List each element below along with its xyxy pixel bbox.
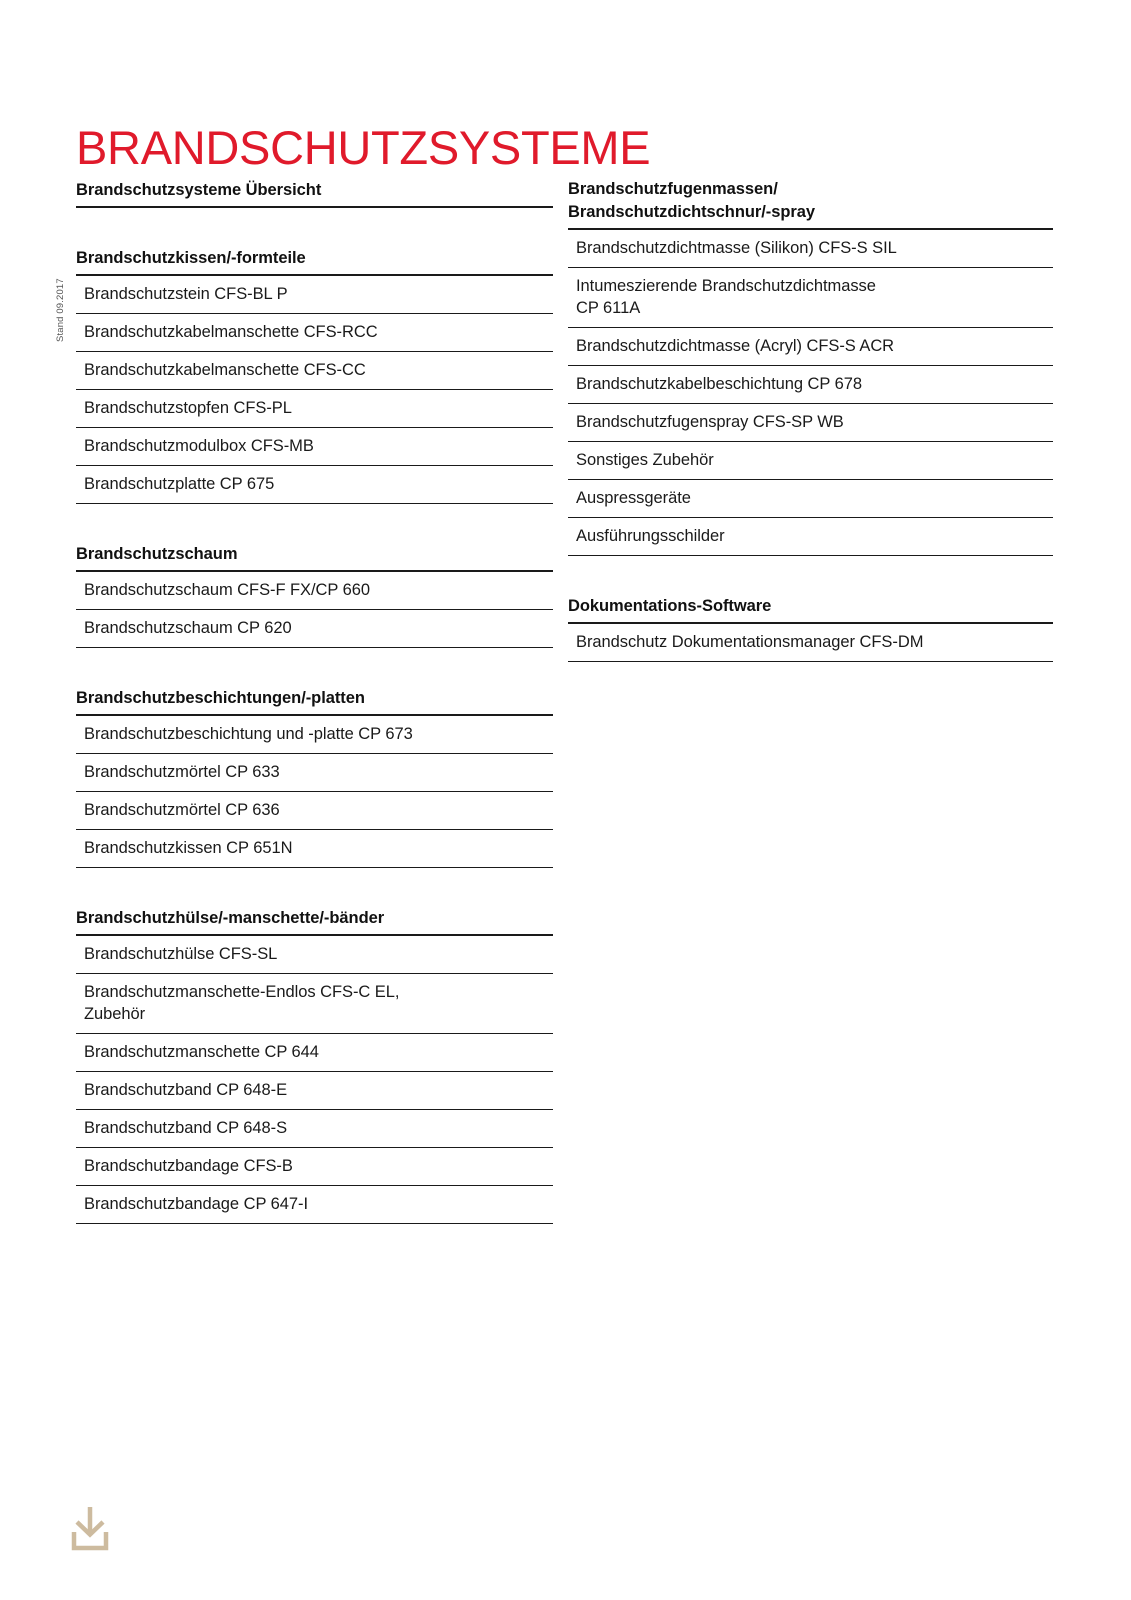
- list-item-label: Brandschutzdichtmasse (Acryl) CFS-S ACR: [576, 337, 895, 355]
- list-item[interactable]: [568, 230, 1053, 268]
- section-heading: [568, 178, 1053, 230]
- section: [568, 178, 1053, 556]
- list-item-label: Brandschutzband CP 648-E: [84, 1081, 288, 1099]
- left-column: [76, 178, 553, 1224]
- list-item-label: Brandschutzmörtel CP 633: [84, 763, 280, 781]
- list-item-label: Brandschutzbeschichtung und -platte CP 673: [84, 725, 413, 743]
- section: [76, 686, 553, 868]
- list-item-label: Brandschutzkissen CP 651N: [84, 839, 293, 857]
- item-list: [76, 276, 553, 504]
- list-item-label: Brandschutzfugenspray CFS-SP WB: [576, 413, 844, 431]
- list-item[interactable]: [76, 792, 553, 830]
- list-item[interactable]: [76, 1148, 553, 1186]
- list-item[interactable]: [76, 974, 553, 1034]
- list-item[interactable]: [76, 314, 553, 352]
- list-item-label-cont: Zubehör: [84, 1005, 146, 1023]
- list-item[interactable]: [76, 390, 553, 428]
- page-title: BRANDSCHUTZSYSTEME: [76, 121, 651, 175]
- section-heading-line: Brandschutzdichtschnur/-spray: [568, 203, 816, 221]
- list-item[interactable]: [76, 610, 553, 647]
- list-item-label: Brandschutzbandage CP 647-I: [84, 1195, 309, 1213]
- list-item[interactable]: [76, 428, 553, 466]
- list-item[interactable]: [568, 268, 1053, 328]
- list-item-label: Brandschutzmanschette CP 644: [84, 1043, 319, 1061]
- list-item-label: Ausführungsschilder: [576, 527, 725, 545]
- list-item[interactable]: [76, 352, 553, 390]
- list-item[interactable]: [76, 936, 553, 974]
- revision-date-text: Stand 09.2017: [55, 278, 66, 342]
- list-item[interactable]: [568, 624, 1053, 661]
- list-item[interactable]: [76, 830, 553, 867]
- list-item[interactable]: [76, 1072, 553, 1110]
- section: [76, 178, 553, 208]
- section: [568, 594, 1053, 662]
- list-item-label: Brandschutzkabelmanschette CFS-RCC: [84, 323, 378, 341]
- item-list: [568, 230, 1053, 556]
- item-list: [76, 716, 553, 868]
- item-list: [76, 936, 553, 1224]
- section-heading: [76, 906, 553, 936]
- list-item[interactable]: [76, 754, 553, 792]
- list-item-label: Auspressgeräte: [576, 489, 691, 507]
- list-item[interactable]: [76, 1034, 553, 1072]
- list-item-label: Brandschutzmörtel CP 636: [84, 801, 280, 819]
- section-heading: [76, 246, 553, 276]
- list-item[interactable]: [76, 572, 553, 610]
- section-heading: [76, 178, 553, 208]
- list-item-label-cont: CP 611A: [576, 299, 641, 317]
- list-item-label: Intumeszierende Brandschutzdichtmasse: [576, 277, 876, 295]
- list-item-label: Brandschutzhülse CFS-SL: [84, 945, 278, 963]
- list-item[interactable]: [568, 442, 1053, 480]
- list-item-label: Brandschutzstopfen CFS-PL: [84, 399, 292, 417]
- list-item-label: Brandschutzschaum CP 620: [84, 619, 292, 637]
- list-item[interactable]: [568, 366, 1053, 404]
- item-list: [76, 572, 553, 648]
- section-heading-line: Brandschutzschaum: [76, 545, 238, 563]
- list-item-label: Brandschutzdichtmasse (Silikon) CFS-S SIL: [576, 239, 897, 257]
- list-item[interactable]: [76, 466, 553, 503]
- list-item[interactable]: [568, 480, 1053, 518]
- section-heading-line: Brandschutzsysteme Übersicht: [76, 181, 322, 199]
- section-heading: [76, 542, 553, 572]
- section-heading-line: Brandschutzhülse/-manschette/-bänder: [76, 909, 385, 927]
- section: [76, 906, 553, 1224]
- section-heading: [568, 594, 1053, 624]
- list-item-label: Brandschutzkabelmanschette CFS-CC: [84, 361, 366, 379]
- list-item[interactable]: [76, 1186, 553, 1223]
- list-item-label: Brandschutzbandage CFS-B: [84, 1157, 293, 1175]
- list-item-label: Brandschutzmodulbox CFS-MB: [84, 437, 314, 455]
- download-icon[interactable]: [68, 1505, 112, 1553]
- list-item-label: Brandschutzschaum CFS-F FX/CP 660: [84, 581, 370, 599]
- list-item[interactable]: [76, 276, 553, 314]
- list-item-label: Brandschutzmanschette-Endlos CFS-C EL,: [84, 983, 400, 1001]
- list-item-label: Brandschutzband CP 648-S: [84, 1119, 288, 1137]
- list-item[interactable]: [76, 716, 553, 754]
- right-column: [568, 178, 1053, 662]
- list-item[interactable]: [568, 518, 1053, 555]
- section-heading-line: Brandschutzkissen/-formteile: [76, 249, 306, 267]
- list-item-label: Brandschutzkabelbeschichtung CP 678: [576, 375, 862, 393]
- list-item[interactable]: [568, 328, 1053, 366]
- section-heading: [76, 686, 553, 716]
- section: [76, 246, 553, 504]
- section: [76, 542, 553, 648]
- section-heading-line: Brandschutzfugenmassen/: [568, 180, 778, 198]
- list-item-label: Brandschutzstein CFS-BL P: [84, 285, 288, 303]
- list-item-label: Sonstiges Zubehör: [576, 451, 714, 469]
- list-item-label: Brandschutzplatte CP 675: [84, 475, 275, 493]
- section-heading-line: Brandschutzbeschichtungen/-platten: [76, 689, 365, 707]
- section-heading-line: Dokumentations-Software: [568, 597, 772, 615]
- list-item[interactable]: [76, 1110, 553, 1148]
- list-item[interactable]: [568, 404, 1053, 442]
- list-item-label: Brandschutz Dokumentationsmanager CFS-DM: [576, 633, 924, 651]
- item-list: [568, 624, 1053, 662]
